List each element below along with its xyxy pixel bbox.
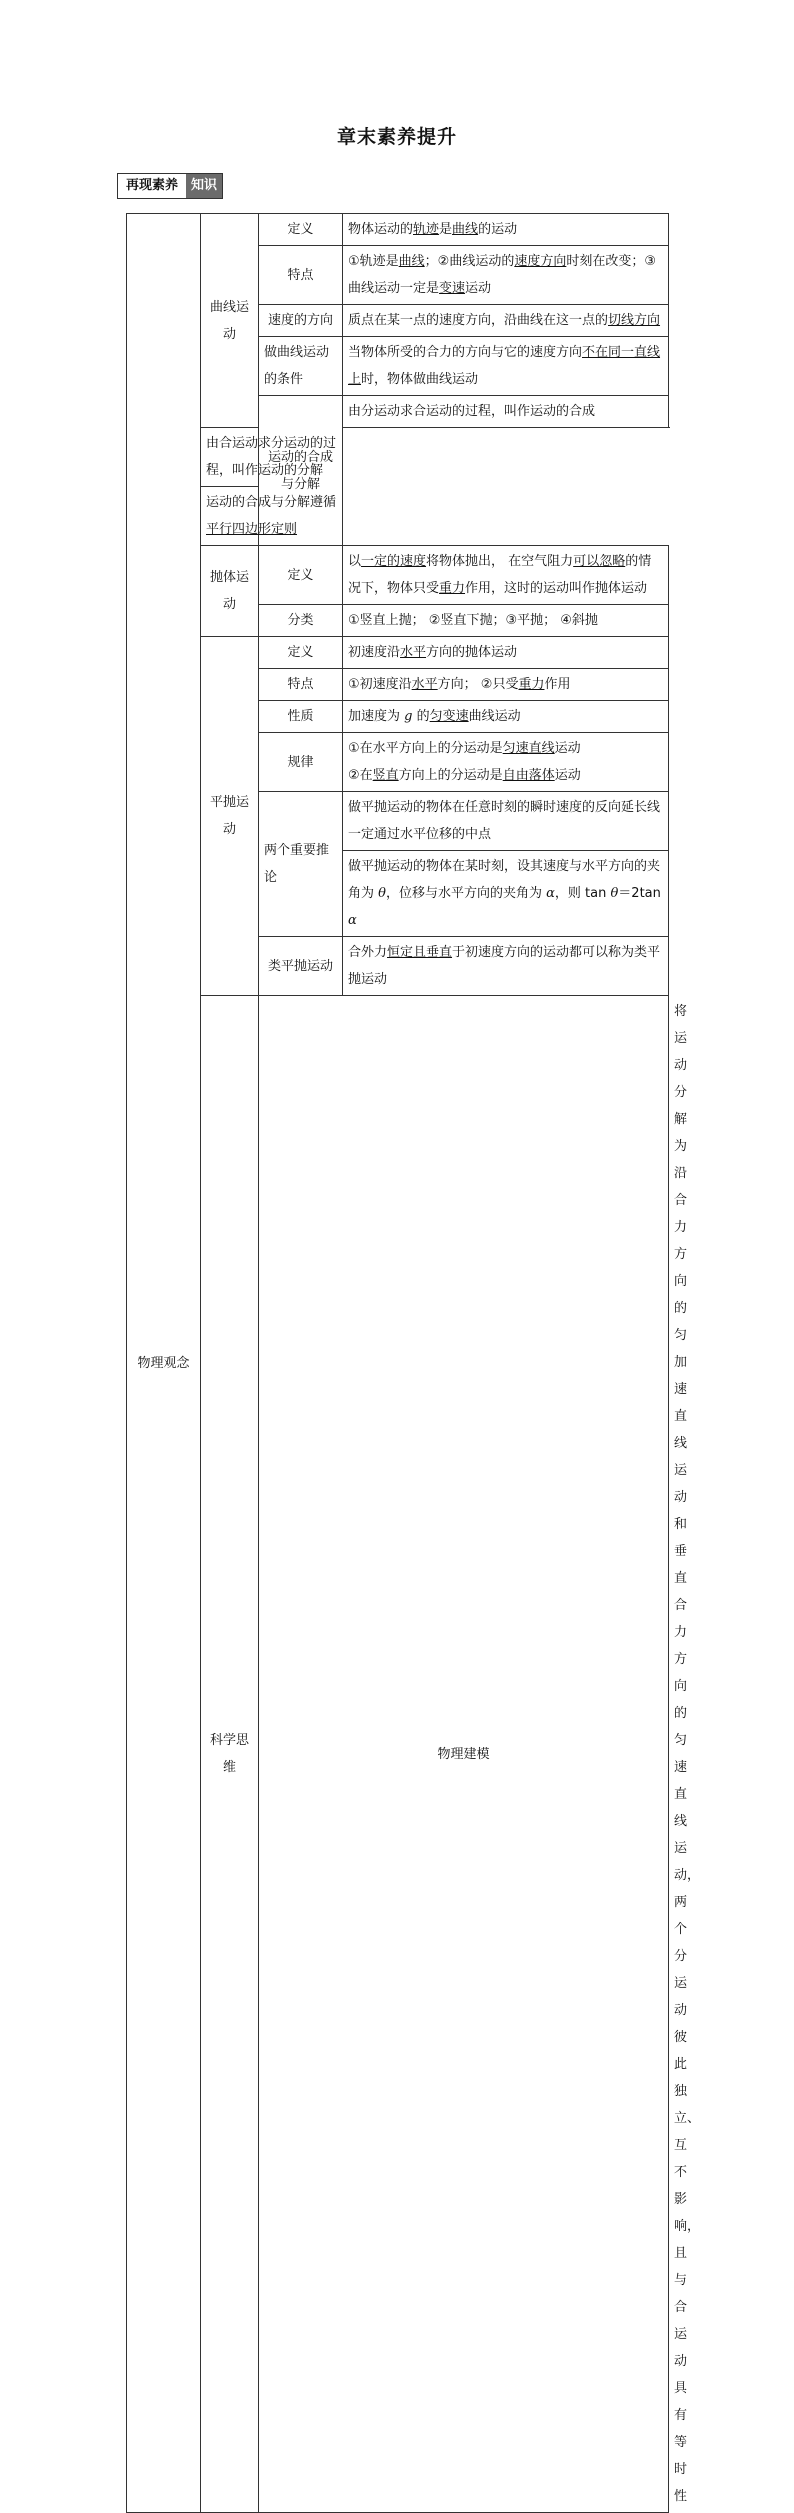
flat-definition: 初速度沿水平方向的抛体运动 — [343, 637, 669, 669]
category-scientific-thinking: 科学思维 — [201, 996, 259, 2513]
velocity-direction: 质点在某一点的速度方向，沿曲线在这一点的切线方向 — [343, 305, 669, 337]
topic-physical-modeling: 物理建模 — [259, 996, 669, 2513]
label-velocity-direction: 速度的方向 — [259, 305, 343, 337]
topic-projectile: 抛体运动 — [201, 546, 259, 637]
inference-1: 做平抛运动的物体在任意时刻的瞬时速度的反向延长线一定通过水平位移的中点 — [343, 792, 669, 851]
topic-curve-motion: 曲线运动 — [201, 214, 259, 428]
label-curve-condition: 做曲线运动的条件 — [259, 337, 343, 396]
curve-definition: 物体运动的轨迹是曲线的运动 — [343, 214, 669, 246]
flat-features: ①初速度沿水平方向； ②只受重力作用 — [343, 669, 669, 701]
label-curve-features: 特点 — [259, 246, 343, 305]
table-row — [127, 214, 669, 246]
flat-laws: ①在水平方向上的分运动是匀速直线运动 ②在竖直方向上的分运动是自由落体运动 — [343, 733, 669, 792]
label-projectile-definition: 定义 — [259, 546, 343, 605]
table-row — [127, 487, 669, 546]
topic-similar-projectile: 类平抛运动 — [259, 937, 343, 996]
section-badge — [117, 173, 223, 199]
composition-row-2: 由合运动求分运动的过程，叫作运动的分解 — [201, 428, 343, 487]
projectile-definition: 以一定的速度将物体抛出， 在空气阻力可以忽略的情况下，物体只受重力作用，这时的运动叫作抛体运动 — [343, 546, 669, 605]
label-flat-nature: 性质 — [259, 701, 343, 733]
category-physics-concept: 物理观念 — [127, 214, 201, 2513]
badge-label-knowledge: 知识 — [186, 174, 222, 198]
table-row — [127, 546, 669, 605]
page-title: 章末素养提升 — [336, 126, 457, 148]
similar-projectile-text: 合外力恒定且垂直于初速度方向的运动都可以称为类平抛运动 — [343, 937, 669, 996]
topic-horizontal-projectile: 平抛运动 — [201, 637, 259, 996]
flat-nature: 加速度为 g 的匀变速曲线运动 — [343, 701, 669, 733]
label-flat-laws: 规律 — [259, 733, 343, 792]
projectile-classification: ①竖直上抛； ②竖直下抛；③平抛； ④斜抛 — [343, 605, 669, 637]
composition-row-3: 运动的合成与分解遵循平行四边形定则 — [201, 487, 343, 546]
label-flat-definition: 定义 — [259, 637, 343, 669]
table-row: 科学思维 物理建模 将运动分解为沿合力方向的匀加速直线运动和垂直合力方向的匀速直线运动，两个分运动彼此独立、互不影响，且与合运动具有等时性 — [127, 996, 669, 2513]
label-projectile-classification: 分类 — [259, 605, 343, 637]
label-curve-definition: 定义 — [259, 214, 343, 246]
curve-condition: 当物体所受的合力的方向与它的速度方向不在同一直线上时，物体做曲线运动 — [343, 337, 669, 396]
composition-row-1: 由分运动求合运动的过程，叫作运动的合成 — [343, 396, 669, 428]
label-two-inferences: 两个重要推论 — [259, 792, 343, 937]
table-row — [127, 428, 669, 487]
table-row — [127, 637, 669, 669]
knowledge-table — [126, 213, 701, 2513]
curve-features: ①轨迹是曲线；②曲线运动的速度方向时刻在改变；③曲线运动一定是变速运动 — [343, 246, 669, 305]
badge-label-main: 再现素养 — [118, 174, 186, 198]
inference-2: 做平抛运动的物体在某时刻，设其速度与水平方向的夹角为 θ，位移与水平方向的夹角为 α，则 tan θ＝2tan α — [343, 851, 669, 937]
topic-composition: 运动的合成与分解 — [259, 396, 343, 546]
label-flat-features: 特点 — [259, 669, 343, 701]
